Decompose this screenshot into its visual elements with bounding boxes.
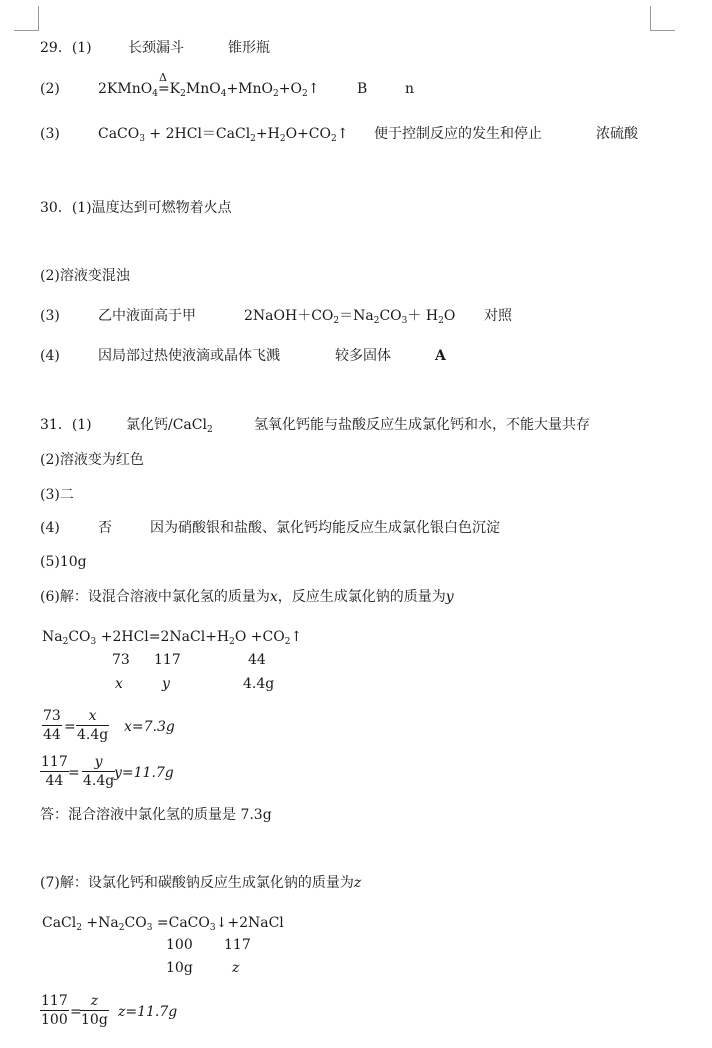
q31-result-y: y=11.7g: [114, 765, 174, 781]
q31-fraction3-equals: =: [70, 1004, 82, 1020]
q30-part4-label: (4): [40, 348, 60, 364]
crop-mark-top-right: [650, 6, 675, 31]
q29-part2-label: (2): [40, 81, 60, 97]
q31-value-caco3: 10g: [166, 960, 193, 976]
q29-line2: [40, 71, 415, 99]
q31-line7: (7)解：设氯化钙和碳酸钠反应生成氯化钠的质量为z: [40, 875, 362, 891]
q31-var-x: x: [115, 676, 123, 692]
q31-line3: (3)二: [40, 487, 74, 503]
q31-equation7: CaCl$_2$ $+Na_2CO_3$ =CaCO$_3$↓+2NaCl: [42, 915, 284, 933]
q31-line6: (6)解：设混合溶液中氯化氢的质量为x，反应生成氯化钠的质量为y: [40, 589, 454, 605]
q31-fraction3-right: z 10g: [81, 993, 108, 1028]
q31-line2: (2)溶液变为红色: [40, 452, 144, 468]
q31-line1: [40, 415, 590, 435]
q29-equation3: CaCO$_3$ + $2HCl=CaCl_2+H_2O+CO_2↑$: [98, 126, 349, 144]
q31-value-co2: 4.4g: [243, 676, 275, 692]
q29-line1: [40, 38, 270, 58]
q30-line4: [40, 346, 446, 366]
q29-equation2: 2KMnO$_4$= Δ $K_2MnO_4+MnO_2+O_2↑$: [98, 79, 319, 99]
q29-answer1: 长颈漏斗: [128, 40, 184, 56]
q29-part2-answer-c: n: [405, 81, 415, 97]
q29-number: 29．(1): [40, 40, 92, 56]
q31-answer6: 答：混合溶液中氯化氢的质量是 7.3g: [40, 807, 272, 823]
q31-mass-caco3: 100: [166, 937, 193, 953]
q29-part3-answer-c: 浓硫酸: [596, 126, 638, 142]
q31-mass-co2: 44: [248, 652, 266, 668]
q29-part3-label: (3): [40, 126, 60, 142]
q31-mass-nacl-2: 117: [224, 937, 251, 953]
heating-symbol: Δ: [158, 71, 167, 84]
q31-part1-answer-b: 氢氧化钙能与盐酸反应生成氯化钙和水，不能大量共存: [254, 417, 590, 433]
q31-mass-nacl: 117: [154, 652, 181, 668]
q31-part1-answer-a: 氯化钙/CaCl$_2$: [126, 417, 213, 435]
q31-fraction1-right: x 4.4g: [77, 708, 109, 743]
q31-part4-label: (4): [40, 520, 60, 536]
q31-part1-label: 31．(1): [40, 417, 92, 433]
q30-part4-answer-c: A: [435, 348, 446, 364]
q31-var-y: y: [162, 676, 170, 692]
q29-answer2: 锥形瓶: [228, 40, 270, 56]
q30-part4-answer-b: 较多固体: [335, 348, 391, 364]
q31-fraction2-equals: =: [68, 765, 80, 781]
q30-line2: (2)溶液变混浊: [40, 268, 130, 284]
q30-line1: 30．(1)温度达到可燃物着火点: [40, 200, 232, 216]
q31-line4: [40, 518, 500, 538]
q31-result-z: z=11.7g: [118, 1004, 178, 1020]
q29-part3-answer-b: 便于控制反应的发生和停止: [374, 126, 542, 142]
q31-mass-hcl: 73: [112, 652, 130, 668]
q31-fraction1-equals: =: [64, 719, 76, 735]
crop-mark-top-left: [14, 6, 39, 31]
q31-var-z: z: [232, 960, 240, 976]
q30-part3-answer-c: 对照: [484, 308, 512, 324]
q31-line5: (5)10g: [40, 554, 87, 570]
q29-line3: [40, 124, 638, 144]
q29-part2-answer-b: B: [357, 81, 368, 97]
q30-line3: [40, 306, 512, 326]
q30-part3-answer-a: 乙中液面高于甲: [98, 308, 196, 324]
q30-part4-answer-a: 因局部过热使液滴或晶体飞溅: [98, 348, 280, 364]
q31-equation6: $Na_2CO_3$ $+2HCl=2NaCl+H_2O$ $+CO_2↑$: [42, 629, 303, 647]
q31-part4-answer-a: 否: [98, 520, 112, 536]
q31-fraction1-left: 73 44: [43, 708, 61, 743]
q31-fraction2-right: y 4.4g: [83, 754, 115, 789]
q31-result-x: x=7.3g: [124, 719, 175, 735]
q31-part4-answer-b: 因为硝酸银和盐酸、氯化钙均能反应生成氯化银白色沉淀: [150, 520, 500, 536]
q31-fraction3-left: 117 100: [41, 993, 68, 1028]
q31-fraction2-left: 117 44: [41, 754, 68, 789]
q30-equation3: $2NaOH+CO_2=Na_2CO_3+ H_2O$: [244, 308, 456, 326]
q30-part3-label: (3): [40, 308, 60, 324]
